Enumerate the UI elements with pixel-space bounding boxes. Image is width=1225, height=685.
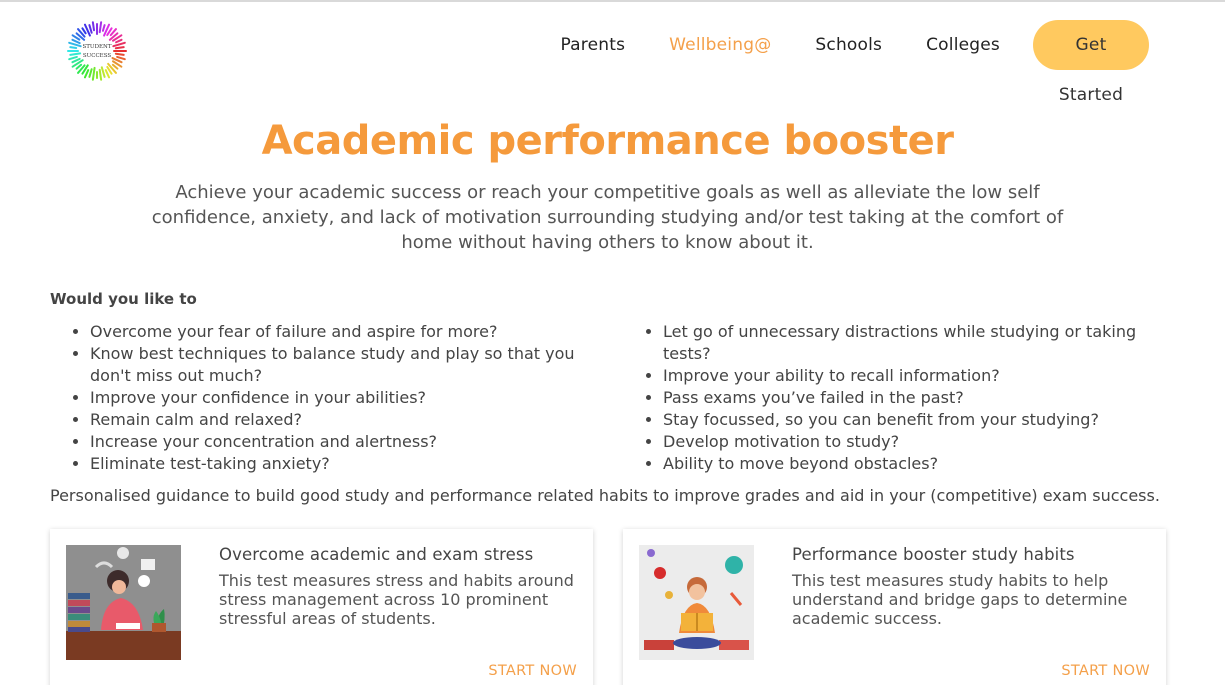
card-description: This test measures study habits to help understand and bridge gaps to determine academic success. [792,571,1128,628]
list-item: • Improve your ability to recall information? [663,365,1153,387]
card-description: This test measures stress and habits around stress management across 10 prominent stressful areas of students. [219,571,574,628]
logo-ray [93,22,94,30]
get-started-button[interactable]: Get Started [1033,20,1149,70]
list-item: • Remain calm and relaxed? [90,409,595,431]
logo-ray [116,47,124,48]
list-item: • Increase your concentration and alertness? [90,431,595,453]
logo-ray [116,54,124,55]
list-item: • Develop motivation to study? [663,431,1153,453]
test-card-exam-stress[interactable] [50,529,593,685]
nav-colleges[interactable]: Colleges [926,35,1000,55]
intro-heading: Would you like to [50,290,197,308]
main-nav [516,20,1149,105]
card-title: Overcome academic and exam stress [219,545,534,564]
nav-schools[interactable]: Schools [815,35,883,55]
logo-ray [100,70,101,80]
logo-ray [82,28,85,33]
reading-student-illustration [639,545,754,660]
start-now-link[interactable]: START NOW [1061,663,1150,679]
page [0,2,1225,685]
list-item: • Eliminate test-taking anxiety? [90,453,595,475]
logo-ray [70,47,76,48]
site-logo[interactable] [66,20,128,82]
start-now-link[interactable]: START NOW [488,663,577,679]
nav-parents[interactable]: Parents [560,35,626,55]
logo-sunburst-icon [66,20,128,82]
benefits-list-left [50,321,595,475]
logo-ray [100,22,101,32]
logo-ray [89,69,91,77]
logo-ray [70,53,80,54]
logo-ray [69,57,77,59]
nav-wellbeing[interactable]: Wellbeing@ [669,35,772,55]
test-card-study-habits[interactable] [623,529,1166,685]
list-item: • Know best techniques to balance study and play so that you don't miss out much? [90,343,595,387]
list-item: • Let go of unnecessary distractions while studying or taking tests? [663,321,1153,365]
logo-ray [116,40,121,42]
list-item: • Overcome your fear of failure and aspire for more? [90,321,595,343]
list-item: • Stay focussed, so you can benefit from your studying? [663,409,1153,431]
logo-text-2: SUCCESS [82,53,112,59]
logo-text-1: STUDENT [82,44,112,50]
page-subtitle: Achieve your academic success or reach your competitive goals as well as alleviate the low self confidence, anxiety, and lack of motivation surrounding studying and/or test taking at the comfort of home without having others to know about it. [151,182,1064,253]
logo-ray [85,70,88,77]
benefits-list-right [623,321,1153,475]
list-item: • Ability to move beyond obstacles? [663,453,1153,475]
guidance-text: Personalised guidance to build good study and performance related habits to improve grades and aid in your (competitive) exam success. [50,486,1160,505]
logo-ray [117,57,125,59]
logo-ray [106,70,109,77]
logo-ray [102,67,105,77]
logo-ray [113,65,118,69]
page-title: Academic performance booster [261,118,954,164]
logo-ray [93,68,95,80]
logo-ray [103,25,105,31]
logo-ray [89,25,91,33]
list-item: • Improve your confidence in your abilities? [90,387,595,409]
list-item: • Pass exams you’ve failed in the past? [663,387,1153,409]
stressed-student-illustration [66,545,181,660]
logo-ray [77,65,82,69]
logo-ray [113,43,125,46]
card-title: Performance booster study habits [792,545,1075,564]
